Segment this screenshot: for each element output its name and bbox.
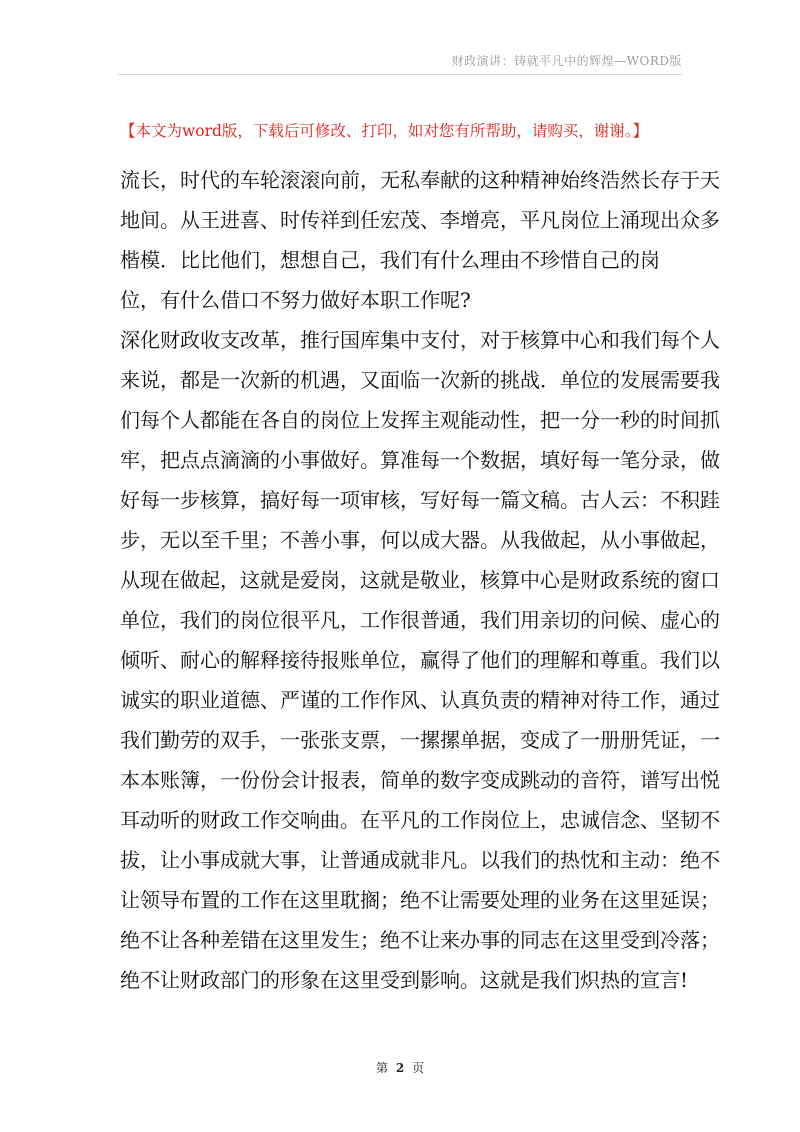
header-divider xyxy=(118,74,682,75)
body-line: 好每一步核算，搞好每一项审核，写好每一篇文稿。古人云：不积跬 xyxy=(120,488,720,512)
body-line: 本本账簿，一份份会计报表，简单的数字变成跳动的音符，谱写出悦 xyxy=(120,768,720,792)
body-line: 们每个人都能在各自的岗位上发挥主观能动性，把一分一秒的时间抓 xyxy=(120,408,720,432)
body-line: 让领导布置的工作在这里耽搁；绝不让需要处理的业务在这里延误； xyxy=(120,888,720,912)
body-line: 楷模．比比他们，想想自己，我们有什么理由不珍惜自己的岗 xyxy=(120,248,660,272)
body-line: 牢，把点点滴滴的小事做好。算准每一个数据，填好每一笔分录，做 xyxy=(120,448,720,472)
page-footer xyxy=(0,1059,800,1076)
body-line: 步，无以至千里；不善小事，何以成大器。从我做起，从小事做起， xyxy=(120,528,720,552)
page-prefix: 第 xyxy=(375,1061,388,1075)
body-line: 拔，让小事成就大事，让普通成就非凡。以我们的热忱和主动：绝不 xyxy=(120,848,720,872)
body-line: 来说，都是一次新的机遇，又面临一次新的挑战．单位的发展需要我 xyxy=(120,368,720,392)
body-line: 从现在做起，这就是爱岗，这就是敬业，核算中心是财政系统的窗口 xyxy=(120,568,720,592)
page-number: 2 xyxy=(395,1061,405,1075)
article-body xyxy=(120,160,720,1000)
running-header: 财政演讲：铸就平凡中的辉煌—WORD版 xyxy=(451,54,682,68)
body-line: 倾听、耐心的解释接待报账单位，赢得了他们的理解和尊重。我们以 xyxy=(120,648,720,672)
body-line: 位，有什么借口不努力做好本职工作呢? xyxy=(120,288,471,312)
download-notice: 【本文为word版，下载后可修改、打印，如对您有所帮助，请购买，谢谢。】 xyxy=(120,122,649,140)
body-line: 诚实的职业道德、严谨的工作作风、认真负责的精神对待工作，通过 xyxy=(120,688,720,712)
body-line: 深化财政收支改革，推行国库集中支付，对于核算中心和我们每个人 xyxy=(120,328,720,352)
body-line: 流长，时代的车轮滚滚向前，无私奉献的这种精神始终浩然长存于天 xyxy=(120,168,720,192)
body-line: 绝不让财政部门的形象在这里受到影响。这就是我们炽热的宣言! xyxy=(120,968,689,992)
body-line: 绝不让各种差错在这里发生；绝不让来办事的同志在这里受到冷落； xyxy=(120,928,720,952)
body-line: 我们勤劳的双手，一张张支票，一摞摞单据，变成了一册册凭证，一 xyxy=(120,728,720,752)
body-line: 耳动听的财政工作交响曲。在平凡的工作岗位上，忠诚信念、坚韧不 xyxy=(120,808,720,832)
body-line: 单位，我们的岗位很平凡，工作很普通，我们用亲切的问候、虚心的 xyxy=(120,608,720,632)
body-line: 地间。从王进喜、时传祥到任宏茂、李增亮，平凡岗位上涌现出众多 xyxy=(120,208,720,232)
page-suffix: 页 xyxy=(412,1061,425,1075)
